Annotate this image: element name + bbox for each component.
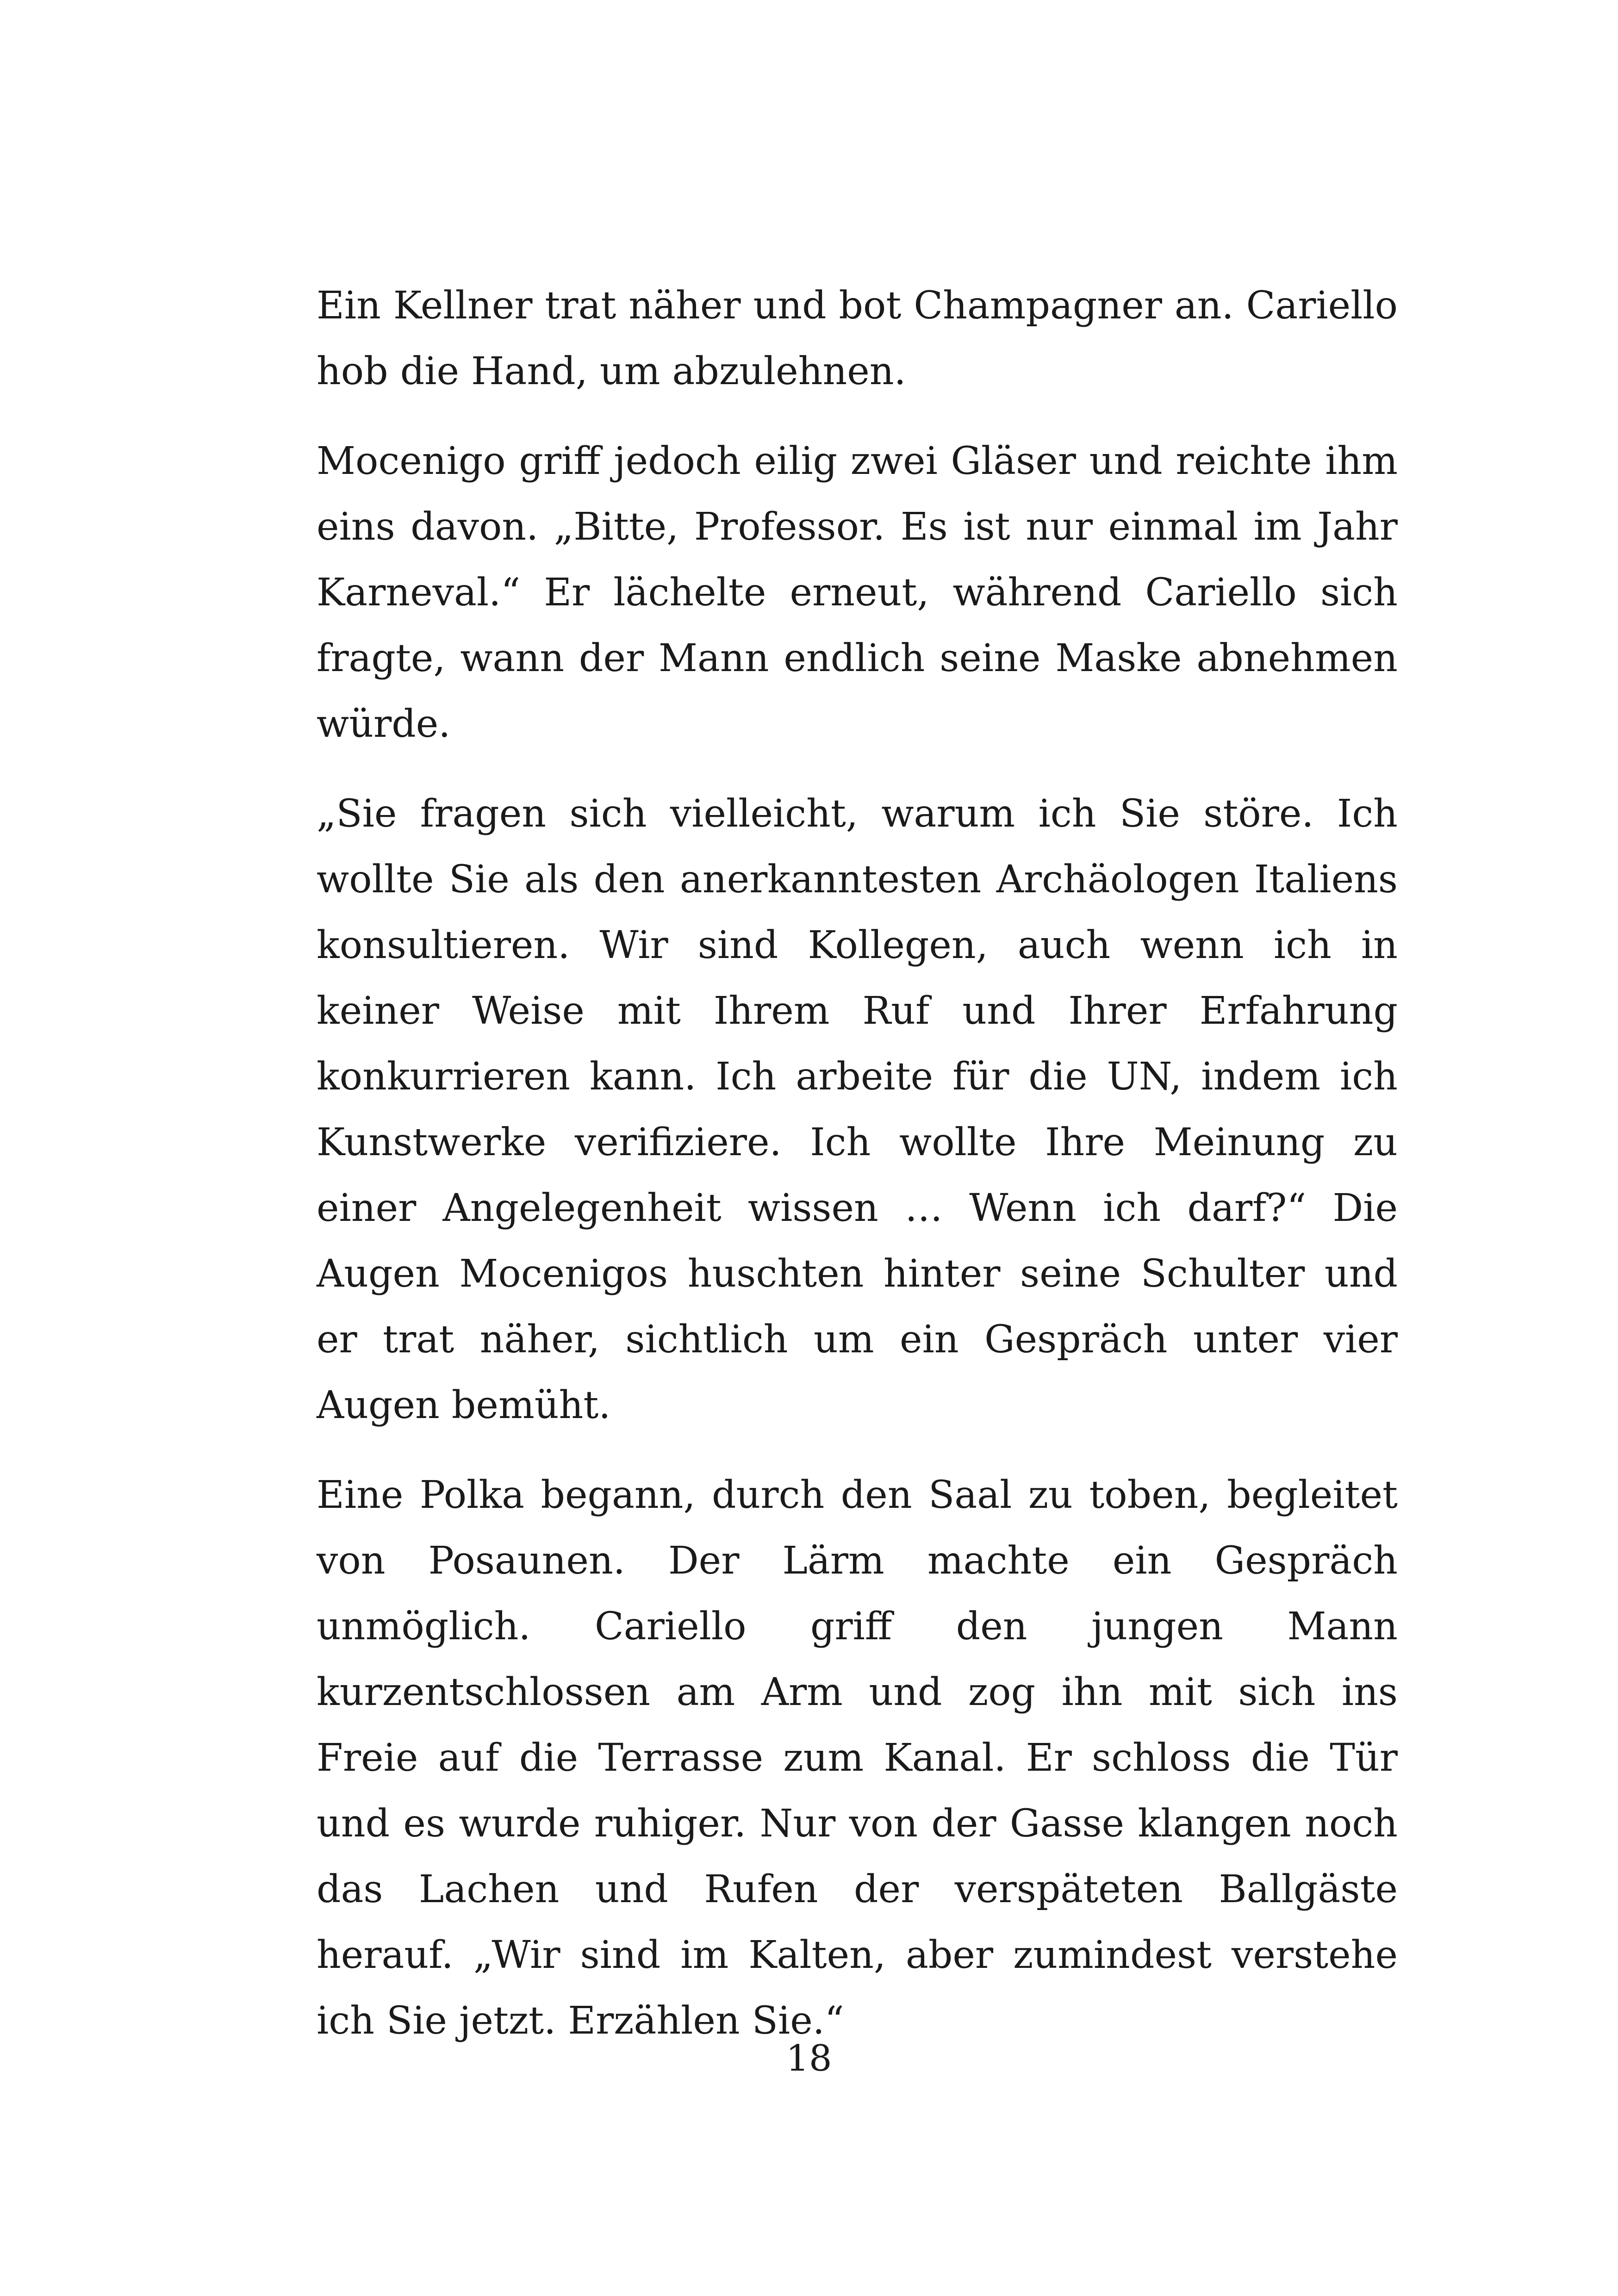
- paragraph-3: „Sie fragen sich vielleicht, warum ich Sie störe. Ich wollte Sie als den anerkanntesten Archäologen Italiens konsultieren. Wir sind Kollegen, auch wenn ich in keiner Weise mit Ihrem Ruf und Ihrer Erfahrung konkurrieren kann. Ich arbeite für die UN, indem ich Kunstwerke verifiziere. Ich wollte Ihre Meinung zu einer Angelegenheit wissen … Wenn ich darf?“ Die Augen Mocenigos huschten hinter seine Schulter und er trat näher, sichtlich um ein Gespräch unter vier Augen bemüht.: [317, 792, 1398, 1427]
- page-number: 18: [786, 2038, 832, 2079]
- body-text: [317, 273, 1398, 2078]
- paragraph-1: Ein Kellner trat näher und bot Champagner an. Cariello hob die Hand, um abzulehnen.: [317, 284, 1398, 393]
- paragraph-2: Mocenigo griff jedoch eilig zwei Gläser und reichte ihm eins davon. „Bitte, Professor. Es ist nur einmal im Jahr Karneval.“ Er lächelte erneut, während Cariello sich fragte, wann der Mann endlich seine Maske abnehmen würde.: [317, 439, 1398, 746]
- paragraph-4: Eine Polka begann, durch den Saal zu toben, begleitet von Posaunen. Der Lärm machte ein Gespräch unmöglich. Cariello griff den jungen Mann kurzentschlossen am Arm und zog ihn mit sich ins Freie auf die Terrasse zum Kanal. Er schloss die Tür und es wurde ruhiger. Nur von der Gasse klangen noch das Lachen und Rufen der verspäteten Ballgäste herauf. „Wir sind im Kalten, aber zumindest verstehe ich Sie jetzt. Erzählen Sie.“: [317, 1473, 1398, 2043]
